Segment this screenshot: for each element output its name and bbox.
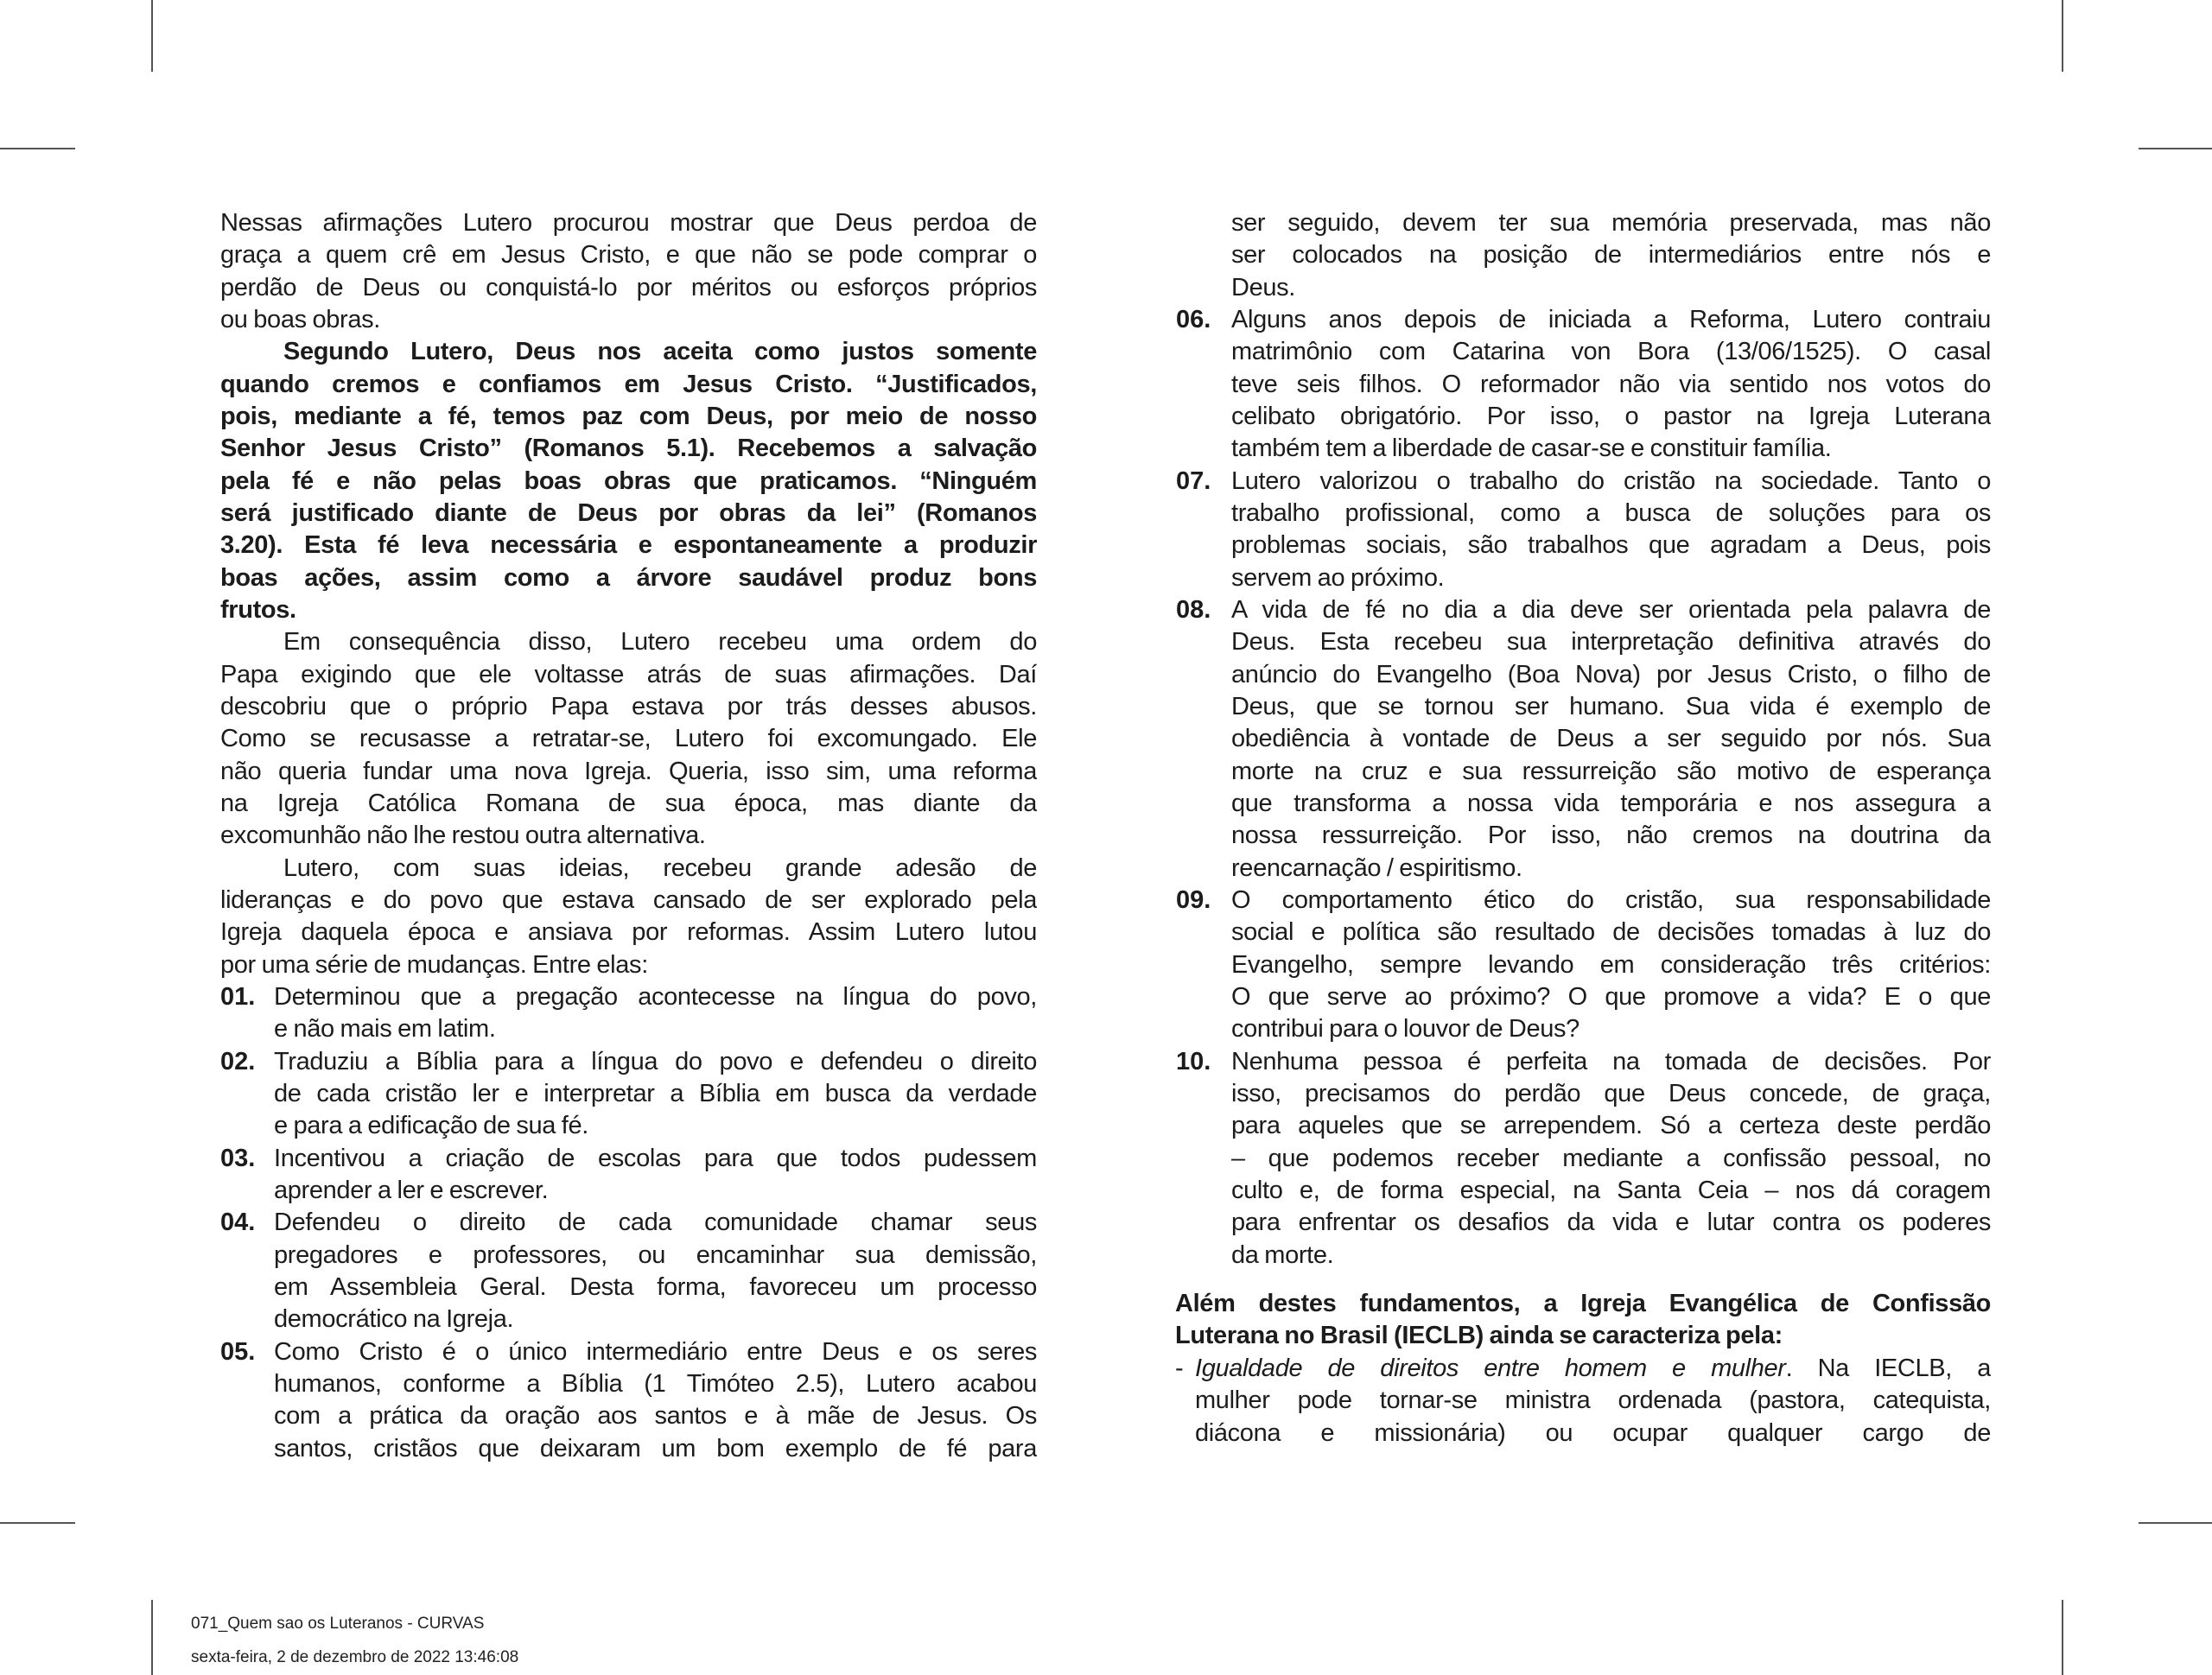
item-line: Deus. Esta recebeu sua interpretação definitiva através do bbox=[1231, 628, 1991, 656]
item-line: Incentivou a criação de escolas para que todos pudessem bbox=[274, 1145, 1037, 1172]
bold-paragraph-line: frutos. bbox=[220, 596, 296, 624]
item-line: aprender a ler e escrever. bbox=[274, 1177, 549, 1204]
item-number: 05. bbox=[220, 1338, 256, 1366]
crop-mark-bottom-left-vertical bbox=[151, 1600, 153, 1675]
bold-paragraph-line: pois, mediante a fé, temos paz com Deus, por meio de nosso bbox=[220, 403, 1037, 430]
item-line: trabalho profissional, como a busca de soluções para os bbox=[1231, 499, 1991, 527]
item-line: de cada cristão ler e interpretar a Bíblia em busca da verdade bbox=[274, 1080, 1037, 1107]
bold-paragraph-line: boas ações, assim como a árvore saudável produz bons bbox=[220, 564, 1037, 592]
item-line: com a prática da oração aos santos e à mãe de Jesus. Os bbox=[274, 1402, 1037, 1430]
bold-paragraph-line: 3.20). Esta fé leva necessária e espontaneamente a produzir bbox=[220, 531, 1037, 559]
item-number: 10. bbox=[1176, 1048, 1211, 1075]
item-line: humanos, conforme a Bíblia (1 Timóteo 2.5), Lutero acabou bbox=[274, 1370, 1037, 1398]
paragraph-line: ou boas obras. bbox=[220, 306, 380, 333]
continuation-line: ser colocados na posição de intermediários entre nós e bbox=[1231, 241, 1991, 269]
item-line: e para a edificação de sua fé. bbox=[274, 1112, 588, 1139]
item-number: 02. bbox=[220, 1048, 256, 1075]
item-line: matrimônio com Catarina von Bora (13/06/1525). O casal bbox=[1231, 338, 1991, 365]
footer-filename: 071_Quem sao os Luteranos - CURVAS bbox=[191, 1615, 485, 1633]
crop-mark-top-right-vertical bbox=[2062, 0, 2063, 72]
item-number: 09. bbox=[1176, 886, 1211, 914]
item-line: Nenhuma pessoa é perfeita na tomada de decisões. Por bbox=[1231, 1048, 1991, 1075]
item-line: A vida de fé no dia a dia deve ser orientada pela palavra de bbox=[1231, 596, 1991, 624]
bullet-line: diácona e missionária) ou ocupar qualquer cargo de bbox=[1195, 1419, 1991, 1447]
continuation-line: ser seguido, devem ter sua memória preservada, mas não bbox=[1231, 209, 1991, 237]
item-line: celibato obrigatório. Por isso, o pastor na Igreja Luterana bbox=[1231, 403, 1991, 430]
item-line: O comportamento ético do cristão, sua responsabilidade bbox=[1231, 886, 1991, 914]
item-line: Traduziu a Bíblia para a língua do povo e defendeu o direito bbox=[274, 1048, 1037, 1075]
item-line: e não mais em latim. bbox=[274, 1015, 496, 1043]
paragraph-line: lideranças e do povo que estava cansado de ser explorado pela bbox=[220, 886, 1037, 914]
item-line: Defendeu o direito de cada comunidade chamar seus bbox=[274, 1209, 1037, 1236]
bullet-italic-lead: Igualdade de direitos entre homem e mulher bbox=[1195, 1355, 1786, 1382]
item-line: que transforma a nossa vida temporária e nos assegura a bbox=[1231, 790, 1991, 817]
crop-mark-bottom-left-horizontal bbox=[0, 1522, 75, 1524]
continuation-line: Deus. bbox=[1231, 274, 1296, 301]
item-line: Deus, que se tornou ser humano. Sua vida é exemplo de bbox=[1231, 693, 1991, 720]
item-number: 06. bbox=[1176, 306, 1211, 333]
heading-line: Luterana no Brasil (IECLB) ainda se caracteriza pela: bbox=[1175, 1322, 1783, 1349]
item-line: contribui para o louvor de Deus? bbox=[1231, 1015, 1580, 1043]
item-line: da morte. bbox=[1231, 1241, 1334, 1269]
item-number: 08. bbox=[1176, 596, 1211, 624]
paragraph-line: na Igreja Católica Romana de sua época, mas diante da bbox=[220, 790, 1037, 817]
item-line: obediência à vontade de Deus a ser seguido por nós. Sua bbox=[1231, 725, 1991, 752]
crop-mark-bottom-right-horizontal bbox=[2139, 1522, 2212, 1524]
item-line: reencarnação / espiritismo. bbox=[1231, 854, 1522, 882]
paragraph-line: Nessas afirmações Lutero procurou mostrar que Deus perdoa de bbox=[220, 209, 1037, 237]
bold-paragraph-line: será justificado diante de Deus por obras da lei” (Romanos bbox=[220, 499, 1037, 527]
item-line: Como Cristo é o único intermediário entre Deus e os seres bbox=[274, 1338, 1037, 1366]
item-line: teve seis filhos. O reformador não via sentido nos votos do bbox=[1231, 371, 1991, 398]
item-line: Alguns anos depois de iniciada a Reforma, Lutero contraiu bbox=[1231, 306, 1991, 333]
paragraph-line: descobriu que o próprio Papa estava por trás desses abusos. bbox=[220, 693, 1037, 720]
item-line: para aqueles que se arrependem. Só a certeza deste perdão bbox=[1231, 1112, 1991, 1139]
item-line: nossa ressurreição. Por isso, não cremos na doutrina da bbox=[1231, 822, 1991, 849]
item-line: social e política são resultado de decisões tomadas à luz do bbox=[1231, 918, 1991, 946]
item-line: isso, precisamos do perdão que Deus concede, de graça, bbox=[1231, 1080, 1991, 1107]
item-line: Evangelho, sempre levando em consideração três critérios: bbox=[1231, 951, 1991, 979]
crop-mark-top-left-horizontal bbox=[0, 148, 75, 149]
crop-mark-top-left-vertical bbox=[151, 0, 153, 72]
paragraph-line: Igreja daquela época e ansiava por reformas. Assim Lutero lutou bbox=[220, 918, 1037, 946]
crop-mark-bottom-right-vertical bbox=[2062, 1600, 2063, 1675]
paragraph-line: por uma série de mudanças. Entre elas: bbox=[220, 951, 648, 979]
paragraph-line: graça a quem crê em Jesus Cristo, e que não se pode comprar o bbox=[220, 241, 1037, 269]
item-number: 03. bbox=[220, 1145, 256, 1172]
paragraph-line: Como se recusasse a retratar-se, Lutero foi excomungado. Ele bbox=[220, 725, 1037, 752]
item-line: morte na cruz e sua ressurreição são motivo de esperança bbox=[1231, 758, 1991, 785]
bullet-line: mulher pode tornar-se ministra ordenada (pastora, catequista, bbox=[1195, 1386, 1991, 1414]
item-line: Determinou que a pregação acontecesse na língua do povo, bbox=[274, 983, 1037, 1011]
item-line: em Assembleia Geral. Desta forma, favoreceu um processo bbox=[274, 1273, 1037, 1301]
item-line: – que podemos receber mediante a confissão pessoal, no bbox=[1231, 1145, 1991, 1172]
item-line: também tem a liberdade de casar-se e constituir família. bbox=[1231, 435, 1832, 462]
paragraph-line: excomunhão não lhe restou outra alternativa. bbox=[220, 822, 706, 849]
bold-paragraph-line: Segundo Lutero, Deus nos aceita como justos somente bbox=[283, 338, 1037, 365]
item-line: O que serve ao próximo? O que promove a vida? E o que bbox=[1231, 983, 1991, 1011]
item-line: servem ao próximo. bbox=[1231, 564, 1445, 592]
paragraph-line: Papa exigindo que ele voltasse atrás de suas afirmações. Daí bbox=[220, 661, 1037, 688]
item-line: democrático na Igreja. bbox=[274, 1305, 514, 1333]
paragraph-line: não queria fundar uma nova Igreja. Queria, isso sim, uma reforma bbox=[220, 758, 1037, 785]
item-line: santos, cristãos que deixaram um bom exemplo de fé para bbox=[274, 1435, 1037, 1462]
bullet-marker: - bbox=[1175, 1355, 1184, 1382]
bullet-lead-rest: . Na IECLB, a bbox=[1785, 1355, 1991, 1382]
item-line: pregadores e professores, ou encaminhar sua demissão, bbox=[274, 1241, 1037, 1269]
item-number: 07. bbox=[1176, 467, 1211, 495]
item-line: problemas sociais, são trabalhos que agradam a Deus, pois bbox=[1231, 531, 1991, 559]
item-line: anúncio do Evangelho (Boa Nova) por Jesus Cristo, o filho de bbox=[1231, 661, 1991, 688]
paragraph-line: Em consequência disso, Lutero recebeu uma ordem do bbox=[283, 628, 1037, 656]
bold-paragraph-line: pela fé e não pelas boas obras que praticamos. “Ninguém bbox=[220, 467, 1037, 495]
bold-paragraph-line: Senhor Jesus Cristo” (Romanos 5.1). Recebemos a salvação bbox=[220, 435, 1037, 462]
paragraph-line: Lutero, com suas ideias, recebeu grande adesão de bbox=[283, 854, 1037, 882]
paragraph-line: perdão de Deus ou conquistá-lo por méritos ou esforços próprios bbox=[220, 274, 1037, 301]
heading-line: Além destes fundamentos, a Igreja Evangélica de Confissão bbox=[1175, 1290, 1991, 1317]
item-line: para enfrentar os desafios da vida e lutar contra os poderes bbox=[1231, 1209, 1991, 1236]
footer-timestamp: sexta-feira, 2 de dezembro de 2022 13:46:08 bbox=[191, 1648, 519, 1666]
bullet-line bbox=[1195, 1353, 1991, 1385]
bold-paragraph-line: quando cremos e confiamos em Jesus Cristo. “Justificados, bbox=[220, 371, 1037, 398]
item-number: 01. bbox=[220, 983, 256, 1011]
item-number: 04. bbox=[220, 1209, 256, 1236]
item-line: Lutero valorizou o trabalho do cristão na sociedade. Tanto o bbox=[1231, 467, 1991, 495]
crop-mark-top-right-horizontal bbox=[2139, 148, 2212, 149]
item-line: culto e, de forma especial, na Santa Ceia – nos dá coragem bbox=[1231, 1177, 1991, 1204]
